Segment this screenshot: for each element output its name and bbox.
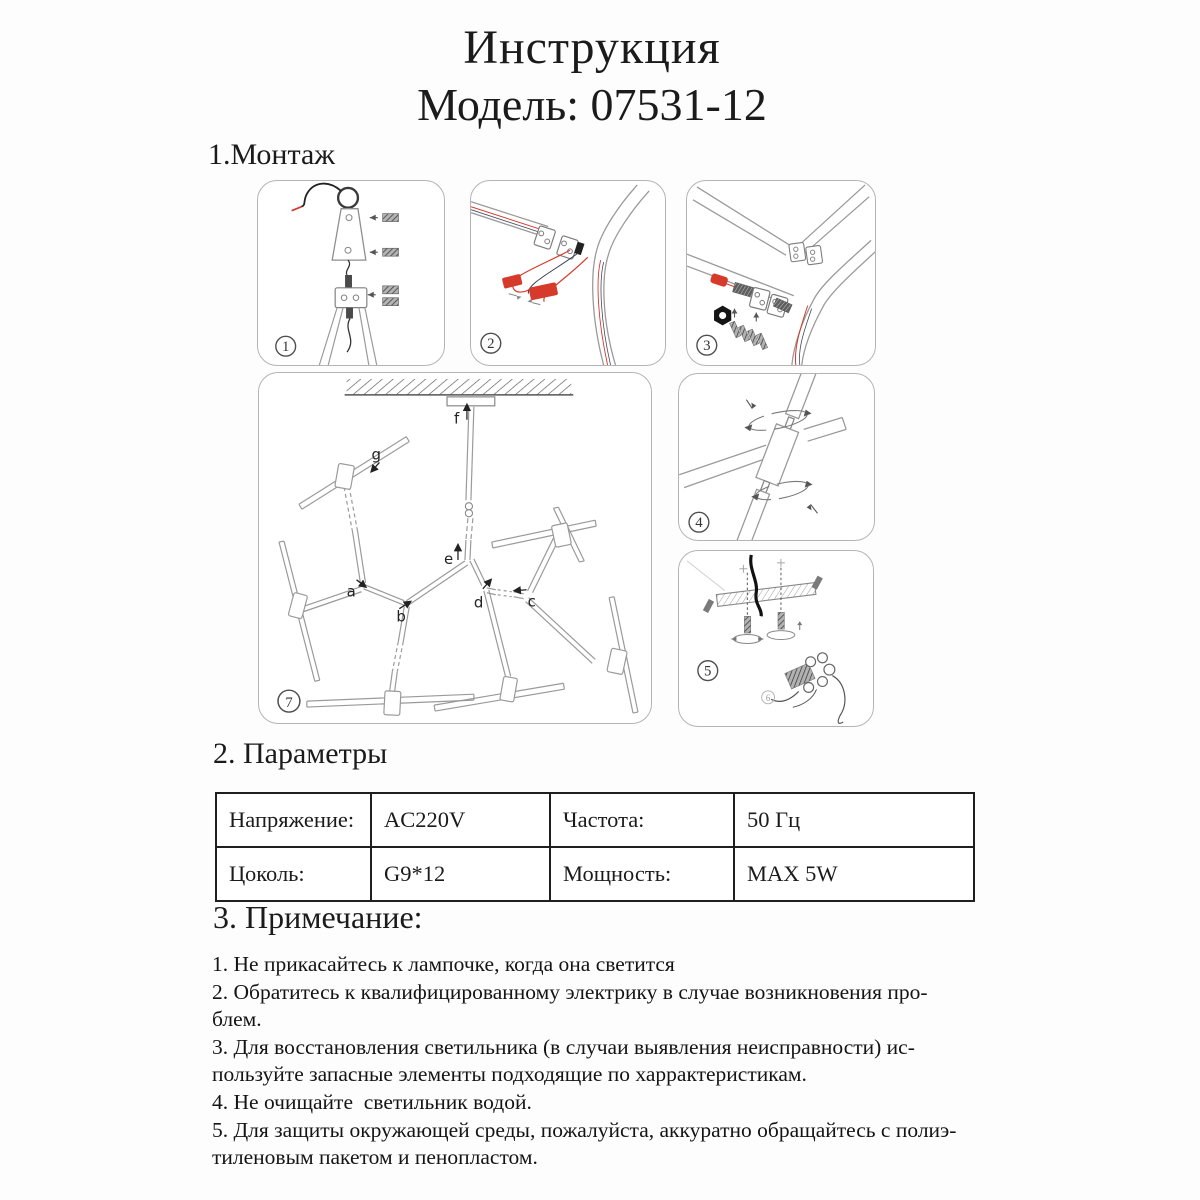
stem-coupler xyxy=(465,503,472,510)
screw-set xyxy=(730,321,768,350)
note-line: блем. xyxy=(212,1007,262,1032)
panel-step-2 xyxy=(470,180,666,366)
note-line: тиленовым пакетом и пенопластом. xyxy=(212,1145,538,1170)
note-line: 2. Обратитесь к квалифицированному электрику в случае возникновения про- xyxy=(212,979,928,1004)
note-line: пользуйте запасные элементы подходящие по харрактеристикам. xyxy=(212,1062,807,1087)
svg-text:7: 7 xyxy=(285,695,293,712)
arrow-a xyxy=(357,580,366,587)
wire-connector-red xyxy=(502,274,558,301)
step3-junction-drawing xyxy=(687,181,875,365)
panel-step-3 xyxy=(686,180,876,366)
screw-icon xyxy=(383,214,399,306)
label-b: b xyxy=(396,607,406,626)
panel-step-7 xyxy=(258,372,652,724)
section-params-heading: 2. Параметры xyxy=(213,737,388,770)
rotation-arrow-bottom xyxy=(751,478,812,504)
connector-pin-lower xyxy=(346,308,353,319)
stem-rod xyxy=(465,407,474,560)
canopy-cone xyxy=(332,209,366,260)
svg-text:2: 2 xyxy=(487,336,495,353)
svg-text:6: 6 xyxy=(765,692,771,703)
connector-pin xyxy=(345,275,352,288)
table-row xyxy=(216,847,974,901)
note-line: 3. Для восстановления светильника (в случаи выявления неисправности) ис- xyxy=(212,1034,915,1059)
params-table xyxy=(215,792,975,902)
step-number-badge xyxy=(481,333,501,353)
power-wire xyxy=(302,184,342,207)
sub-number-badge xyxy=(762,691,775,704)
red-connector xyxy=(710,273,729,288)
panel-step-4 xyxy=(678,373,875,541)
param-value: MAX 5W xyxy=(734,847,974,901)
param-label: Мощность: xyxy=(550,847,734,901)
step4-rotation-drawing xyxy=(679,374,874,540)
svg-text:3: 3 xyxy=(703,338,711,355)
label-d: d xyxy=(473,593,484,612)
strain-relief-block xyxy=(335,288,367,308)
lamp-batons xyxy=(279,437,638,713)
label-g: g xyxy=(371,445,381,464)
step1-canopy-drawing xyxy=(258,181,444,365)
joint-sleeves xyxy=(288,463,627,715)
step-number-badge xyxy=(698,661,718,681)
section-notes-heading: 3. Примечание: xyxy=(213,899,423,935)
step-number-badge xyxy=(276,336,296,356)
hex-nut-icon xyxy=(714,306,731,326)
step7-assembly-drawing xyxy=(259,373,651,723)
note-line: 1. Не прикасайтесь к лампочке, когда она светится xyxy=(212,952,675,976)
panel-step-1 xyxy=(257,180,445,366)
arrow-g xyxy=(371,462,379,471)
table-row xyxy=(216,793,974,847)
joint-wire xyxy=(346,260,349,275)
wire-red-tip xyxy=(292,207,302,211)
upper-arms xyxy=(693,185,869,255)
threaded-stud xyxy=(733,282,755,297)
param-label: Напряжение: xyxy=(216,793,371,847)
param-value: 50 Гц xyxy=(734,793,974,847)
ceiling-plate xyxy=(447,397,495,406)
step-number-badge xyxy=(697,335,717,355)
param-label: Цоколь: xyxy=(216,847,371,901)
red-wire-in-tube xyxy=(471,207,547,232)
main-arms xyxy=(363,559,524,606)
anchor-right xyxy=(767,612,802,639)
param-value: AC220V xyxy=(371,793,550,847)
arrow-c xyxy=(515,590,527,591)
step2-wiring-drawing xyxy=(471,181,665,365)
alignment-crosses xyxy=(739,559,784,573)
svg-text:4: 4 xyxy=(695,515,703,532)
up-arrows xyxy=(732,309,760,322)
page-title: Инструкция xyxy=(463,21,721,74)
terminal-block-cluster xyxy=(771,653,845,724)
note-line: 4. Не очищайте светильник водой. xyxy=(212,1089,532,1114)
sleeve-assembly xyxy=(731,374,823,540)
label-f: f xyxy=(454,409,460,428)
arm-tubes xyxy=(471,185,649,365)
step-number-badge xyxy=(689,512,709,532)
notes-list xyxy=(212,951,956,1172)
mounting-bar xyxy=(700,575,825,614)
svg-text:1: 1 xyxy=(281,339,290,356)
step5-bracket-drawing xyxy=(679,551,873,726)
label-a: a xyxy=(346,582,356,601)
guide-line xyxy=(687,561,725,591)
label-c: c xyxy=(527,592,536,611)
param-value: G9*12 xyxy=(371,847,550,901)
screw-arrows xyxy=(368,218,378,295)
lower-wire xyxy=(347,319,351,353)
section-montage-heading: 1.Монтаж xyxy=(208,138,336,171)
svg-text:5: 5 xyxy=(704,663,712,680)
panel-step-5 xyxy=(678,550,874,727)
branch-rods xyxy=(297,471,595,693)
param-label: Частота: xyxy=(550,793,734,847)
step-number-badge xyxy=(278,690,300,712)
ceiling-hatch xyxy=(345,379,574,395)
upper-plates xyxy=(789,242,823,265)
model-subtitle: Модель: 07531-12 xyxy=(417,79,767,130)
note-line: 5. Для защиты окружающей среды, пожалуйста, аккуратно обращайтесь с полиэ- xyxy=(212,1117,957,1142)
label-e: e xyxy=(444,549,454,568)
mains-cable xyxy=(751,555,762,616)
anchor-left xyxy=(731,616,765,643)
